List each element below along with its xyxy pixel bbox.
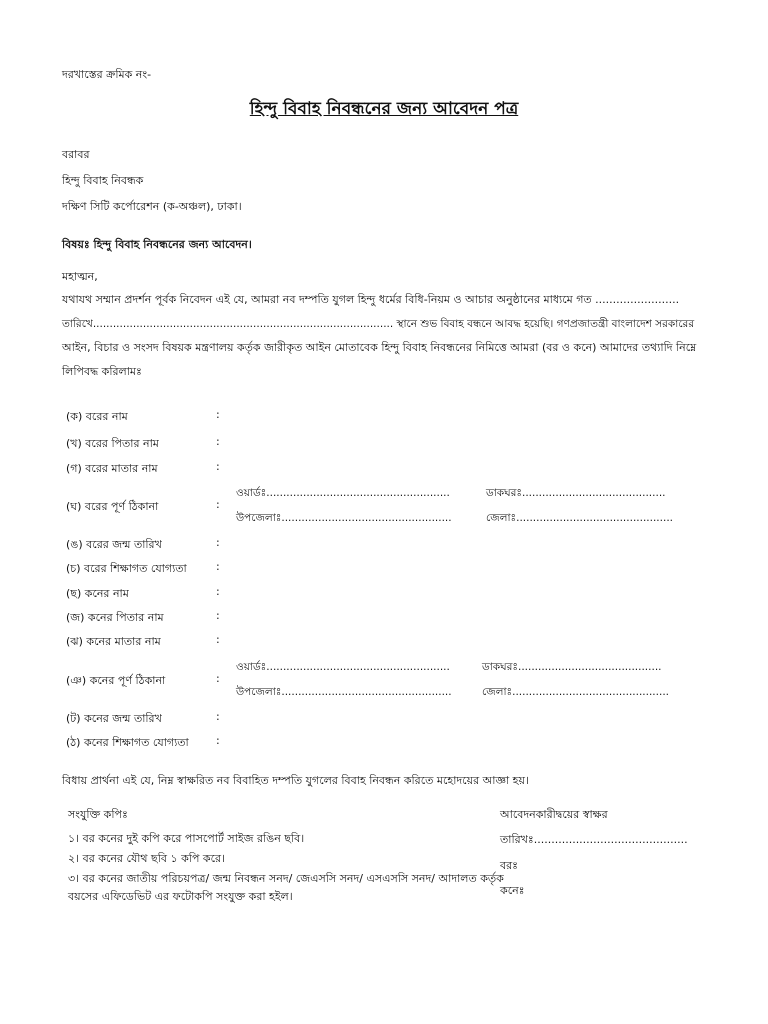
groom-district-field[interactable]: জেলাঃ............................................... [486, 512, 673, 524]
field-label-bride-dob: (ট) কনের জন্ম তারিখ [66, 712, 162, 725]
field-colon: : [216, 460, 220, 473]
field-colon: : [216, 560, 220, 573]
attachment-item-2: ২। বর কনের যৌথ ছবি ১ কপি করে। [68, 852, 226, 865]
body-line: যথাযথ সম্মান প্রদর্শন পূর্বক নিবেদন এই যে, আমরা নব দম্পতি যুগল হিন্দু ধর্মের বিধি-নিয়ম ও আচার অনুষ্ঠানের মাধ্যমে গত ........................ [62, 293, 680, 306]
field-colon: : [216, 633, 220, 646]
field-colon: : [216, 672, 220, 685]
serial-number-label: দরখাস্তের ক্রমিক নং- [62, 68, 152, 81]
field-colon: : [216, 585, 220, 598]
field-colon: : [216, 710, 220, 723]
groom-ward-field[interactable]: ওয়ার্ডঃ....................................................... [236, 487, 450, 499]
form-title: হিন্দু বিবাহ নিবন্ধনের জন্য আবেদন পত্র [249, 99, 519, 119]
signature-date-field[interactable]: তারিখঃ............................................ [500, 833, 688, 846]
field-label-groom-address: (ঘ) বরের পূর্ণ ঠিকানা [66, 500, 159, 513]
body-line: লিপিবদ্ধ করিলামঃ [62, 365, 142, 378]
recipient-line-2: হিন্দু বিবাহ নিবন্ধক [62, 174, 144, 187]
attachment-item-1: ১। বর কনের দুই কপি করে পাসপোর্ট সাইজ রঙিন ছবি। [68, 832, 305, 845]
groom-signature-field[interactable]: বরঃ [500, 859, 519, 872]
field-label-groom-mother: (গ) বরের মাতার নাম [66, 462, 158, 475]
bride-ward-field[interactable]: ওয়ার্ডঃ....................................................... [236, 661, 450, 673]
bride-district-field[interactable]: জেলাঃ............................................... [482, 686, 669, 698]
subject-line: বিষয়ঃ হিন্দু বিবাহ নিবন্ধনের জন্য আবেদন। [62, 238, 252, 251]
attachment-item-3: ৩। বর কনের জাতীয় পরিচয়পত্র/ জন্ম নিবন্ধন সনদ/ জেএসসি সনদ/ এসএসসি সনদ/ আদালত কর্তৃক [68, 872, 504, 885]
field-colon: : [216, 609, 220, 622]
field-label-groom-dob: (ঙ) বরের জন্ম তারিখ [66, 538, 162, 551]
field-label-bride-address: (ঞ) কনের পূর্ণ ঠিকানা [66, 674, 166, 687]
field-label-groom-father: (খ) বরের পিতার নাম [66, 437, 159, 450]
field-colon: : [216, 734, 220, 747]
field-label-bride-name: (ছ) কনের নাম [66, 587, 129, 600]
closing-request: বিধায় প্রার্থনা এই যে, নিম্ন স্বাক্ষরিত নব বিবাহিত দম্পতি যুগলের বিবাহ নিবন্ধন করিতে মহোদয়ের আজ্ঞা হয়। [62, 774, 529, 787]
field-colon: : [216, 435, 220, 448]
field-colon: : [216, 498, 220, 511]
attachment-item-3-continued: বয়সের এফিডেভিট এর ফটোকপি সংযুক্ত করা হইল। [68, 890, 293, 903]
salutation: মহাত্মন, [62, 270, 98, 283]
bride-post-office-field[interactable]: ডাকঘরঃ........................................... [482, 661, 662, 673]
field-label-groom-education: (চ) বরের শিক্ষাগত যোগ্যতা [66, 562, 187, 575]
body-line: তারিখে.......................................................................................... স্থানে শুভ বিবাহ বন্ধনে আবদ্ধ হয়েছি। গণপ্রজাতন্ত্রী বাংলাদেশ সরকারের [62, 318, 695, 330]
field-label-bride-father: (জ) কনের পিতার নাম [66, 611, 164, 624]
field-colon: : [216, 536, 220, 549]
body-paragraph [62, 288, 708, 384]
body-line: আইন, বিচার ও সংসদ বিষয়ক মন্ত্রণালয় কর্তৃক জারীকৃত আইন মোতাবেক হিন্দু বিবাহ নিবন্ধনের নিমিত্তে আমরা (বর ও কনে) আমাদের তথ্যাদি নিম্নে [62, 341, 697, 354]
field-colon: : [216, 408, 220, 421]
field-label-groom-name: (ক) বরের নাম [66, 410, 128, 423]
recipient-line-1: বরাবর [62, 148, 90, 161]
signature-heading: আবেদনকারীদ্বয়ের স্বাক্ষর [500, 808, 608, 821]
groom-post-office-field[interactable]: ডাকঘরঃ........................................... [486, 487, 666, 499]
field-label-bride-mother: (ঝ) কনের মাতার নাম [66, 635, 161, 648]
attachments-heading: সংযুক্তি কপিঃ [68, 808, 128, 821]
bride-upazila-field[interactable]: উপজেলাঃ................................................... [236, 686, 452, 698]
groom-upazila-field[interactable]: উপজেলাঃ................................................... [236, 512, 452, 524]
recipient-line-3: দক্ষিণ সিটি কর্পোরেশন (ক-অঞ্চল), ঢাকা। [62, 200, 242, 213]
field-label-bride-education: (ঠ) কনের শিক্ষাগত যোগ্যতা [66, 736, 189, 749]
bride-signature-field[interactable]: কনেঃ [500, 884, 525, 897]
